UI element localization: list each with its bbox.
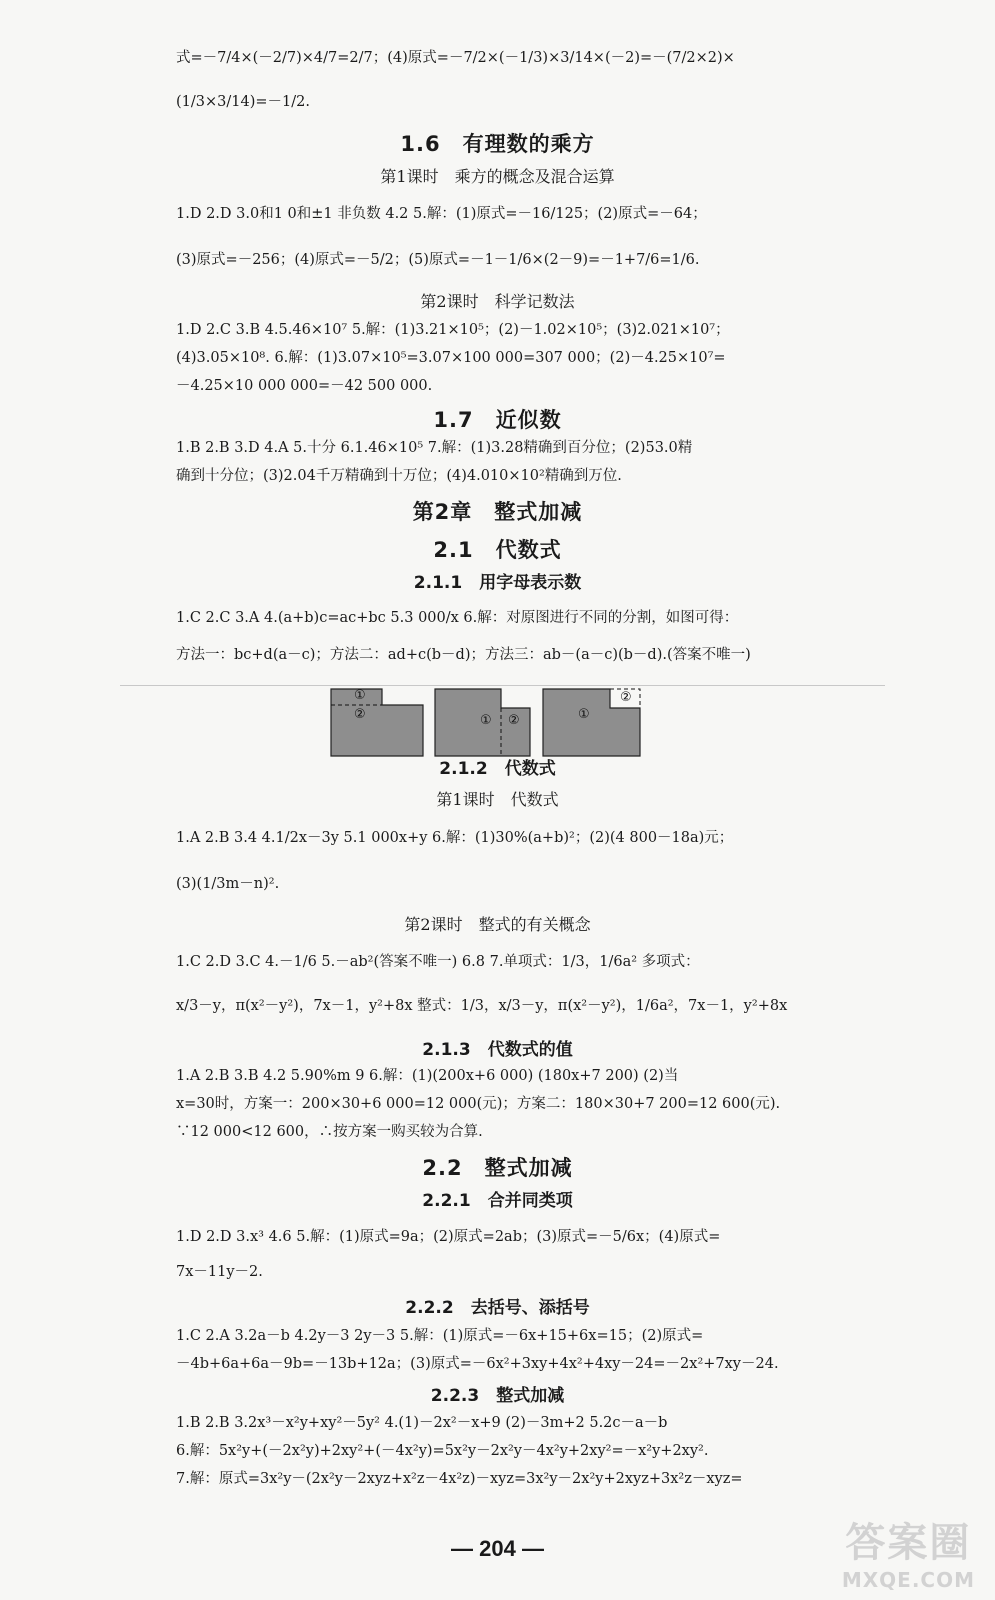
text-line: x/3－y，π(x²－y²)，7x－1，y²+8x 整式：1/3，x/3－y，π(x²－y²)，1/6a²，7x－1，y²+8x	[176, 998, 788, 1014]
text-line: 1.C 2.A 3.2a－b 4.2y－3 2y－3 5.解：(1)原式=－6x+15+6x=15；(2)原式=	[176, 1328, 704, 1344]
text-line: 确到十分位；(3)2.04千万精确到十万位；(4)4.010×10²精确到万位.	[176, 468, 622, 484]
text-line: (3)(1/3m－n)².	[176, 876, 280, 892]
partition-figures	[330, 688, 670, 760]
text-line: 1.A 2.B 3.4 4.1/2x－3y 5.1 000x+y 6.解：(1)30%(a+b)²；(2)(4 800－18a)元；	[176, 830, 734, 846]
lesson-heading: 第1课时 乘方的概念及混合运算	[380, 167, 615, 186]
text-line: ∵12 000<12 600，∴按方案一购买较为合算.	[176, 1124, 483, 1140]
lesson-heading: 第2课时 科学记数法	[420, 292, 575, 311]
subsection-heading: 2.1.1 用字母表示数	[413, 573, 582, 593]
text-line: x=30时，方案一：200×30+6 000=12 000(元)；方案二：180×30+7 200=12 600(元).	[176, 1096, 781, 1112]
section-heading: 2.1 代数式	[433, 538, 562, 562]
page-number: — 204 —	[451, 1536, 544, 1561]
circled-number-2: ②	[508, 713, 520, 728]
subsection-heading: 2.2.2 去括号、添括号	[405, 1298, 590, 1318]
text-line: 1.C 2.D 3.C 4.－1/6 5.－ab²(答案不唯一) 6.8 7.单项式：1/3，1/6a² 多项式：	[176, 954, 700, 970]
circled-number-1: ①	[354, 688, 366, 703]
figure-shape	[331, 689, 423, 756]
text-line: (3)原式=－256；(4)原式=－5/2；(5)原式=－1－1/6×(2－9)=－1+7/6=1/6.	[176, 252, 700, 268]
subsection-heading: 2.2.1 合并同类项	[422, 1191, 573, 1211]
text-line: －4b+6a+6a－9b=－13b+12a；(3)原式=－6x²+3xy+4x²+4xy－24=－2x²+7xy－24.	[176, 1356, 779, 1372]
watermark-url: MXQE.COM	[841, 1568, 975, 1592]
text-line: 7.解：原式=3x²y－(2x²y－2xyz+x²z－4x²z)－xyz=3x²y－2x²y+2xyz+3x²z－xyz=	[176, 1471, 743, 1487]
text-line: －4.25×10 000 000=－42 500 000.	[176, 378, 433, 394]
watermark-logo	[842, 1511, 975, 1592]
text-line: 1.D 2.D 3.0和1 0和±1 非负数 4.2 5.解：(1)原式=－16/125；(2)原式=－64；	[176, 206, 707, 222]
text-line: 6.解：5x²y+(－2x²y)+2xy²+(－4x²y)=5x²y－2x²y－4x²y+2xy²=－x²y+2xy².	[176, 1443, 709, 1459]
text-line: 方法一：bc+d(a－c)；方法二：ad+c(b－d)；方法三：ab－(a－c)(b－d).(答案不唯一)	[176, 647, 751, 663]
text-line: (1/3×3/14)=－1/2.	[176, 94, 310, 110]
chapter-heading: 第2章 整式加减	[412, 500, 583, 524]
circled-number-2: ②	[354, 707, 366, 722]
scan-line	[120, 685, 885, 686]
lesson-heading: 第1课时 代数式	[436, 790, 559, 809]
text-line: 1.C 2.C 3.A 4.(a+b)c=ac+bc 5.3 000/x 6.解：对原图进行不同的分割，如图可得：	[176, 610, 739, 626]
subsection-heading: 2.1.2 代数式	[439, 759, 556, 779]
lesson-heading: 第2课时 整式的有关概念	[404, 915, 591, 934]
watermark-text: 答案圈	[845, 1520, 972, 1566]
text-line: 1.A 2.B 3.B 4.2 5.90%m 9 6.解：(1)(200x+6 000) (180x+7 200) (2)当	[176, 1068, 679, 1084]
circled-number-1: ①	[578, 707, 590, 722]
text-line: 1.B 2.B 3.2x³－x²y+xy²－5y² 4.(1)－2x²－x+9 (2)－3m+2 5.2c－a－b	[176, 1415, 668, 1431]
section-heading: 2.2 整式加减	[422, 1156, 573, 1180]
text-line: 1.D 2.C 3.B 4.5.46×10⁷ 5.解：(1)3.21×10⁵；(2)－1.02×10⁵；(3)2.021×10⁷；	[176, 322, 730, 338]
text-line: 式=－7/4×(－2/7)×4/7=2/7；(4)原式=－7/2×(－1/3)×3/14×(－2)=－(7/2×2)×	[176, 50, 735, 66]
circled-number-1: ①	[480, 713, 492, 728]
text-line: (4)3.05×10⁸. 6.解：(1)3.07×10⁵=3.07×100 000=307 000；(2)－4.25×10⁷=	[176, 350, 726, 366]
text-line: 7x－11y－2.	[176, 1264, 263, 1280]
section-heading: 1.6 有理数的乘方	[400, 132, 595, 156]
partition-figure-1	[330, 688, 425, 758]
text-line: 1.B 2.B 3.D 4.A 5.十分 6.1.46×10⁵ 7.解：(1)3.28精确到百分位；(2)53.0精	[176, 440, 693, 456]
subsection-heading: 2.2.3 整式加减	[430, 1386, 565, 1406]
section-heading: 1.7 近似数	[433, 408, 562, 432]
text-line: 1.D 2.D 3.x³ 4.6 5.解：(1)原式=9a；(2)原式=2ab；(3)原式=－5/6x；(4)原式=	[176, 1229, 721, 1245]
subsection-heading: 2.1.3 代数式的值	[422, 1040, 573, 1060]
circled-number-2: ②	[620, 690, 632, 705]
